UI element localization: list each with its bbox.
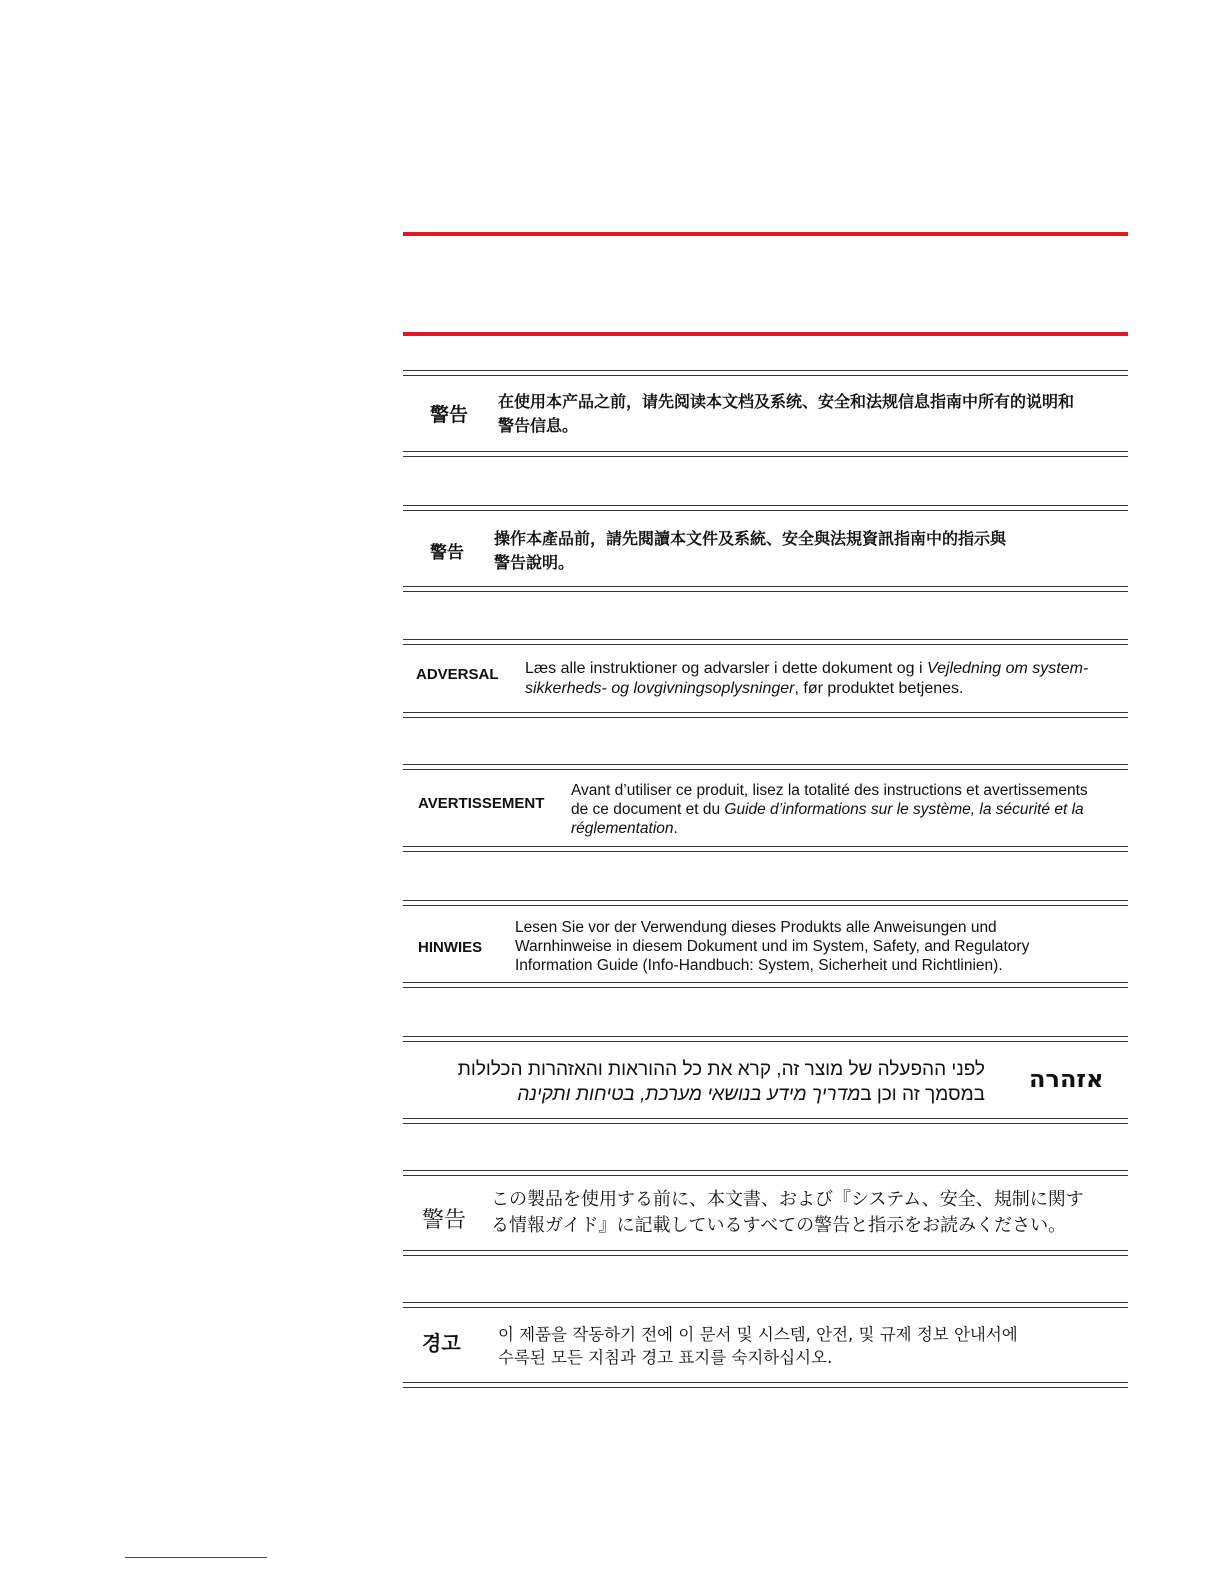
double-rule-bottom (403, 712, 1128, 718)
warning-text (494, 527, 1006, 575)
double-rule-top (403, 505, 1128, 511)
warning-text-line (515, 937, 1029, 956)
warning-notice-ja (403, 1170, 1128, 1256)
footer-rule (125, 1557, 267, 1558)
warning-text-line (498, 390, 1074, 414)
text-run: Avant d’utiliser ce produit, lisez la totalité des instructions et avertissements (571, 782, 1088, 799)
warning-text-line (458, 1057, 985, 1082)
warning-text (515, 918, 1029, 975)
warning-text-line (571, 781, 1088, 800)
warning-text-line (494, 551, 1006, 575)
warning-text-line (571, 819, 1088, 838)
text-run: במסמך זה וכן ב (860, 1084, 985, 1105)
double-rule-top (403, 1036, 1128, 1042)
double-rule-bottom (403, 1250, 1128, 1256)
red-rule-bottom (403, 332, 1128, 336)
warning-text-line (525, 679, 1088, 699)
text-run: 警告信息。 (498, 416, 579, 435)
warning-text-line (525, 659, 1088, 679)
warning-text-line (498, 1346, 1018, 1369)
double-rule-top (403, 639, 1128, 645)
document-title-reference: réglementation (571, 820, 674, 837)
warning-notice-de (403, 900, 1128, 988)
warning-text (458, 1057, 985, 1107)
double-rule-bottom (403, 451, 1128, 457)
warning-text-line (571, 800, 1088, 819)
warning-text-line (491, 1187, 1084, 1213)
double-rule-top (403, 900, 1128, 906)
warning-text (498, 390, 1074, 438)
warning-label: 警告 (430, 543, 464, 563)
double-rule-top (403, 1302, 1128, 1308)
text-run: , før produktet betjenes. (794, 680, 964, 697)
text-run: る情報ガイド』に記載しているすべての警告と指示をお読みください。 (491, 1215, 1067, 1236)
double-rule-bottom (403, 846, 1128, 852)
warning-text (498, 1323, 1018, 1369)
warning-label: אזהרה (1029, 1065, 1104, 1093)
document-title-reference: sikkerheds- og lovgivningsoplysninger (525, 680, 795, 697)
warning-label: ADVERSAL (416, 666, 499, 683)
text-run: 警告說明。 (494, 553, 575, 572)
double-rule-bottom (403, 1382, 1128, 1388)
text-run: לפני ההפעלה של מוצר זה, קרא את כל ההוראות והאזהרות הכלולות (457, 1059, 985, 1080)
warning-label: 警告 (430, 404, 469, 426)
warning-text-line (498, 1323, 1018, 1346)
text-run: 在使用本产品之前，请先阅读本文档及系统、安全和法规信息指南中所有的说明和 (498, 392, 1075, 411)
warning-notice-zh-cn (403, 370, 1128, 457)
warning-text (571, 781, 1088, 838)
warning-text-line (515, 956, 1029, 975)
warning-label: 경고 (422, 1331, 461, 1355)
double-rule-bottom (403, 1118, 1128, 1124)
text-run: 수록된 모든 지침과 경고 표지를 숙지하십시오. (498, 1348, 833, 1367)
warning-label: 警告 (422, 1208, 467, 1233)
warning-text-line (494, 527, 1006, 551)
text-run: Læs alle instruktioner og advarsler i dette dokument og i (525, 660, 927, 677)
warning-text (525, 659, 1088, 699)
document-title-reference: Vejledning om system- (927, 660, 1089, 677)
text-run: 操作本產品前，請先閱讀本文件及系統、安全與法規資訊指南中的指示與 (494, 529, 1007, 548)
warning-label: HINWIES (418, 939, 483, 956)
warning-notice-ko (403, 1302, 1128, 1388)
warning-text-line (458, 1082, 985, 1107)
warning-notice-fr (403, 764, 1128, 852)
document-title-reference: Guide d’informations sur le système, la sécurité et la (724, 801, 1084, 818)
warning-notice-da (403, 639, 1128, 718)
double-rule-bottom (403, 586, 1128, 592)
warning-label: AVERTISSEMENT (418, 795, 545, 812)
text-run: . (673, 820, 678, 837)
text-run: de ce document et du (571, 801, 725, 818)
red-rule-top (403, 232, 1128, 236)
warning-notice-he (403, 1036, 1128, 1124)
text-run: 이 제품을 작동하기 전에 이 문서 및 시스템, 안전, 및 규제 정보 안내서에 (498, 1325, 1018, 1344)
warning-text (491, 1187, 1084, 1239)
document-title-reference: מדריך מידע בנושאי מערכת, בטיחות ותקינה (517, 1084, 861, 1105)
text-run: この製品を使用する前に、本文書、および『システム、安全、規制に関す (491, 1189, 1084, 1210)
text-run: Lesen Sie vor der Verwendung dieses Produkts alle Anweisungen und (515, 919, 997, 936)
double-rule-top (403, 370, 1128, 376)
warning-text-line (515, 918, 1029, 937)
double-rule-top (403, 1170, 1128, 1176)
warning-text-line (491, 1213, 1084, 1239)
warning-notice-zh-tw (403, 505, 1128, 592)
text-run: Warnhinweise in diesem Dokument und im System, Safety, and Regulatory (515, 938, 1030, 955)
double-rule-top (403, 764, 1128, 770)
warning-text-line (498, 414, 1074, 438)
text-run: Information Guide (Info-Handbuch: System, Sicherheit und Richtlinien). (515, 957, 1003, 974)
double-rule-bottom (403, 982, 1128, 988)
